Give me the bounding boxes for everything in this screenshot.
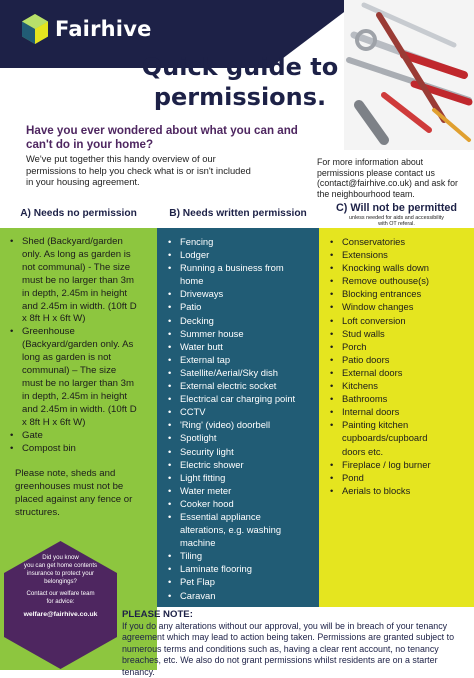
note-line: breaches, etc. We also do not grant permissions whilst residents are on a starter tenancy. [122, 655, 438, 677]
list-item-line: • Aerials to blocks [342, 484, 411, 496]
welfare-line: you can get home contents [23, 562, 98, 570]
list-item-line: • Internal doors [342, 406, 400, 418]
list-item [166, 510, 318, 549]
list-item [328, 392, 473, 405]
contact-line[interactable]: (contact@fairhive.co.uk) and ask for [317, 178, 458, 189]
question-line: Have you ever wondered about what you can and [26, 124, 298, 137]
column-a-heading: A) Needs no permission [20, 208, 137, 219]
list-item-line: must be no larger than 3m [22, 274, 134, 286]
list-item [328, 327, 473, 340]
list-item [166, 431, 318, 444]
list-item-line: • Gate [22, 429, 43, 441]
list-item [166, 575, 318, 588]
list-item-line: communal) – The size [22, 365, 117, 377]
list-item-line: home [180, 275, 204, 287]
welfare-line: for advice: [46, 598, 75, 606]
list-item [328, 340, 473, 353]
list-item-line: • Kitchens [342, 380, 378, 392]
intro-line: permissions to help you check what is or isn't included [26, 164, 251, 176]
list-item-line: • Lodger [180, 249, 210, 261]
list-item [328, 248, 473, 261]
list-item [328, 353, 473, 366]
list-item-line: • Shed (Backyard/garden [22, 236, 123, 247]
list-item [328, 274, 473, 287]
list-item-line: in depth, 2.45m in height [22, 390, 128, 402]
list-item-line: • Pond [342, 471, 364, 483]
hexagon-logo-icon [22, 14, 48, 44]
list-item [328, 471, 473, 484]
list-item-line: • Water meter [180, 484, 232, 496]
note-line: numerous terms and conditions such as, having a clear rent account, no tenancy [122, 643, 439, 654]
note-line: agreement which may lead to action being taken. Permissions are granted subject to [122, 632, 455, 643]
list-item-line: • Knocking walls down [342, 262, 430, 274]
column-c-not-permitted [319, 228, 474, 607]
list-item-line: in depth, 2.45m in height [22, 287, 128, 299]
list-item-line: • Light fitting [180, 471, 226, 483]
list-item-line: and 2.45m in width. (10ft D [22, 403, 137, 415]
list-item [166, 235, 318, 248]
list-item-line: • Extensions [342, 249, 388, 261]
intro-question [26, 124, 316, 152]
list-item [166, 353, 318, 366]
column-c-heading: C) Will not be permitted [335, 202, 458, 214]
list-item [328, 300, 473, 313]
list-item-line: • Electrical car charging point [180, 393, 296, 405]
contact-line: the neighbourhood team. [317, 188, 415, 199]
welfare-line: Contact our welfare team [26, 590, 95, 598]
list-item-line: • Remove outhouse(s) [342, 275, 430, 287]
shed-note [15, 468, 155, 520]
list-item-line: • Painting kitchen [342, 419, 409, 431]
list-item-line: • Driveways [180, 288, 224, 300]
list-item [166, 445, 318, 458]
list-item [166, 340, 318, 353]
list-item [8, 443, 156, 456]
list-item [166, 589, 318, 602]
column-b-heading: B) Needs written permission [169, 208, 307, 219]
list-item-line: • Caravan [180, 589, 216, 601]
list-item-line: x 8ft H x 6ft W) [22, 313, 86, 325]
list-item-line: • Decking [180, 314, 214, 326]
no-permission-list [8, 236, 156, 455]
list-item [166, 366, 318, 379]
list-item [166, 549, 318, 562]
list-item-line: (Backyard/garden only. As [22, 339, 134, 351]
not-permitted-list [328, 235, 473, 497]
list-item-line: • Window changes [342, 301, 414, 313]
list-item [166, 248, 318, 261]
welfare-text [14, 554, 107, 619]
list-item-line: • Satellite/Aerial/Sky dish [180, 366, 278, 378]
list-item-line: • External electric socket [180, 380, 277, 392]
list-item-line: • Patio doors [342, 353, 390, 365]
list-item-line: • Running a business from [180, 262, 284, 274]
list-item-line: machine [180, 537, 216, 549]
list-item-line: must be no larger than 3m [22, 377, 134, 389]
list-item [328, 405, 473, 418]
list-item [166, 300, 318, 313]
list-item [166, 314, 318, 327]
welfare-callout [4, 541, 117, 669]
please-note-body [122, 621, 472, 678]
page-title [110, 52, 370, 112]
list-item-line: and 2.45m in width. (10ft D [22, 300, 137, 312]
list-item-line: • Conservatories [342, 236, 406, 247]
column-b-written-permission [157, 228, 319, 607]
list-item [328, 314, 473, 327]
list-item [328, 484, 473, 497]
list-item-line: • Fencing [180, 236, 214, 247]
list-item-line: doors etc. [342, 445, 384, 457]
note-line: If you do any alterations without our approval, you will be in breach of your tenancy [122, 621, 448, 631]
list-item [166, 471, 318, 484]
list-item-line: • Security light [180, 445, 234, 457]
column-c-subheading [319, 215, 474, 228]
list-item [166, 379, 318, 392]
list-item-line: • Loft conversion [342, 314, 406, 326]
note-line: greenhouses must not be [15, 480, 124, 492]
list-item-line: • Electric shower [180, 458, 244, 470]
list-item-line: • Stud walls [342, 327, 385, 339]
contact-info [317, 157, 467, 199]
list-item-line: • Laminate flooring [180, 563, 252, 575]
question-line: can't do in your home? [26, 138, 154, 151]
list-item-line: • Fireplace / log burner [342, 458, 431, 470]
list-item [166, 392, 318, 405]
list-item-line: • Compost bin [22, 442, 76, 454]
list-item [166, 327, 318, 340]
list-item [166, 484, 318, 497]
welfare-line: Did you know [42, 554, 79, 561]
note-line: placed against any fence or [15, 493, 133, 505]
list-item [328, 261, 473, 274]
list-item-line: • Water butt [180, 340, 223, 352]
list-item-line: • External doors [342, 366, 403, 378]
list-item-line: • Patio [180, 301, 202, 313]
title-line: permissions. [153, 83, 327, 111]
title-line: Quick guide to [141, 53, 339, 81]
brand-logo[interactable] [22, 14, 152, 44]
welfare-line: insurance to protect your [26, 570, 95, 578]
list-item-line: • Tiling [180, 550, 203, 562]
list-item [166, 562, 318, 575]
list-item [166, 405, 318, 418]
contact-line: For more information about [317, 157, 424, 167]
list-item [328, 379, 473, 392]
list-item [8, 236, 156, 326]
written-permission-list [166, 235, 318, 602]
intro-line: We've put together this handy overview of our [26, 153, 216, 164]
list-item [328, 235, 473, 248]
list-item-line: • Pet Flap [180, 576, 215, 588]
welfare-line: belongings? [44, 578, 77, 586]
list-item-line: • Summer house [180, 327, 244, 339]
list-item-line: alterations, e.g. washing [180, 524, 282, 536]
list-item-line: • CCTV [180, 406, 206, 418]
list-item [8, 430, 156, 443]
list-item-line: only. As long as garden is [22, 248, 131, 260]
list-item-line: x 8ft H x 6ft W) [22, 416, 86, 428]
please-note-heading: PLEASE NOTE: [122, 609, 193, 620]
list-item-line: • Spotlight [180, 432, 217, 444]
contact-line: permissions please contact us [317, 167, 435, 178]
subheading-line: with OT referal. [378, 221, 415, 228]
list-item [328, 458, 473, 471]
intro-line: in your housing agreement. [26, 176, 140, 188]
list-item-line: • Porch [342, 340, 367, 352]
list-item [166, 497, 318, 510]
list-item [166, 418, 318, 431]
list-item [166, 458, 318, 471]
list-item-line: • Greenhouse [22, 326, 75, 338]
intro-text [26, 153, 286, 188]
subheading-line: unless needed for aids and accessibility [349, 215, 444, 221]
note-line: Please note, sheds and [15, 468, 116, 479]
list-item [328, 366, 473, 379]
list-item-line: • Bathrooms [342, 393, 388, 405]
list-item [328, 418, 473, 457]
list-item-line: • Essential appliance [180, 510, 261, 522]
brand-name: Fairhive [55, 17, 152, 41]
list-item-line: not communal) - The size [22, 261, 131, 273]
list-item [328, 287, 473, 300]
welfare-email-link[interactable]: welfare@fairhive.co.uk [23, 610, 98, 618]
list-item [166, 287, 318, 300]
list-item-line: • 'Ring' (video) doorbell [180, 419, 271, 431]
list-item-line: • Blocking entrances [342, 288, 422, 300]
list-item-line: • Cooker hood [180, 497, 234, 509]
list-item [8, 326, 156, 429]
list-item-line: • External tap [180, 353, 231, 365]
list-item-line: cupboards/cupboard [342, 432, 428, 444]
list-item [166, 261, 318, 287]
list-item-line: long as garden is not [22, 352, 112, 364]
note-line: structures. [15, 506, 60, 518]
